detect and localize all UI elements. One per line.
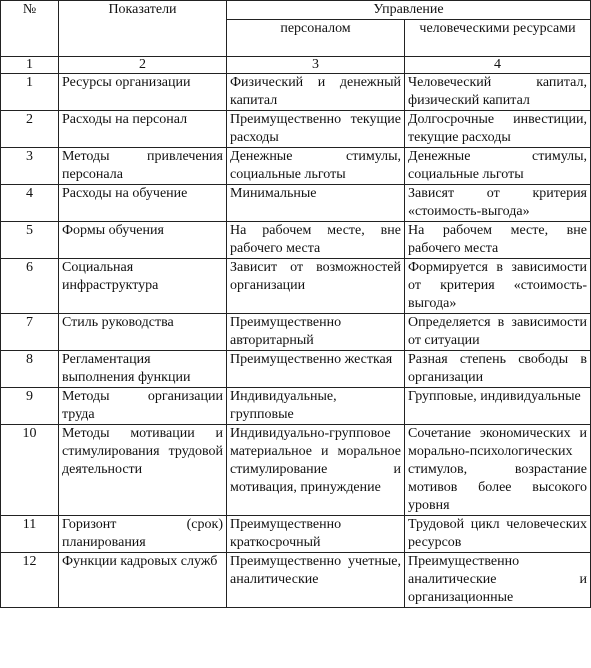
row-number-cell: 12 bbox=[1, 553, 59, 608]
table-row bbox=[1, 148, 591, 185]
column-number: 4 bbox=[405, 57, 591, 74]
table-row bbox=[1, 185, 591, 222]
column-number: 3 bbox=[227, 57, 405, 74]
personnel-management-cell: Физический и денежный капитал bbox=[227, 74, 405, 111]
table-row bbox=[1, 516, 591, 553]
table-row bbox=[1, 314, 591, 351]
column-number: 2 bbox=[59, 57, 227, 74]
row-number-cell: 8 bbox=[1, 351, 59, 388]
column-number-row bbox=[1, 57, 591, 74]
indicator-cell: Методы привлечения персонала bbox=[59, 148, 227, 185]
hr-management-cell: Зависят от критерия «стоимость-выгода» bbox=[405, 185, 591, 222]
column-number: 1 bbox=[1, 57, 59, 74]
indicator-cell: Регламентация выполнения функции bbox=[59, 351, 227, 388]
table-row bbox=[1, 259, 591, 314]
header-hr: человеческими ресурсами bbox=[405, 20, 591, 57]
indicator-cell: Методы организации труда bbox=[59, 388, 227, 425]
hr-management-cell: Разная степень свободы в организации bbox=[405, 351, 591, 388]
row-number-cell: 6 bbox=[1, 259, 59, 314]
table-row bbox=[1, 425, 591, 516]
hr-management-cell: Групповые, индивидуальные bbox=[405, 388, 591, 425]
row-number-cell: 10 bbox=[1, 425, 59, 516]
row-number-cell: 7 bbox=[1, 314, 59, 351]
hr-management-cell: Формируется в зависимости от критерия «стоимость-выгода» bbox=[405, 259, 591, 314]
personnel-management-cell: На рабочем месте, вне рабочего места bbox=[227, 222, 405, 259]
row-number-cell: 5 bbox=[1, 222, 59, 259]
row-number-cell: 4 bbox=[1, 185, 59, 222]
row-number-cell: 2 bbox=[1, 111, 59, 148]
indicator-cell: Социальная инфраструктура bbox=[59, 259, 227, 314]
personnel-management-cell: Преимущественно авторитарный bbox=[227, 314, 405, 351]
personnel-management-cell: Преимущественно краткосрочный bbox=[227, 516, 405, 553]
hr-management-cell: Сочетание экономических и морально-психологических стимулов, возрастание мотивов более высокого уровня bbox=[405, 425, 591, 516]
hr-management-cell: Трудовой цикл человеческих ресурсов bbox=[405, 516, 591, 553]
personnel-management-cell: Минимальные bbox=[227, 185, 405, 222]
header-row-top bbox=[1, 1, 591, 20]
indicator-cell: Формы обучения bbox=[59, 222, 227, 259]
hr-management-cell: Человеческий капитал, физический капитал bbox=[405, 74, 591, 111]
header-management: Управление bbox=[227, 1, 591, 20]
personnel-management-cell: Денежные стимулы, социальные льготы bbox=[227, 148, 405, 185]
personnel-management-cell: Индивидуальные, групповые bbox=[227, 388, 405, 425]
indicator-cell: Горизонт (срок) планирования bbox=[59, 516, 227, 553]
personnel-management-cell: Преимущественно текущие расходы bbox=[227, 111, 405, 148]
row-number-cell: 11 bbox=[1, 516, 59, 553]
indicator-cell: Ресурсы организации bbox=[59, 74, 227, 111]
hr-management-cell: Определяется в зависимости от ситуации bbox=[405, 314, 591, 351]
indicator-cell: Методы мотивации и стимулирования трудовой деятельности bbox=[59, 425, 227, 516]
table-row bbox=[1, 388, 591, 425]
indicator-cell: Функции кадровых служб bbox=[59, 553, 227, 608]
hr-management-cell: На рабочем месте, вне рабочего места bbox=[405, 222, 591, 259]
row-number-cell: 9 bbox=[1, 388, 59, 425]
row-number-cell: 3 bbox=[1, 148, 59, 185]
personnel-management-cell: Преимущественно учетные, аналитические bbox=[227, 553, 405, 608]
table-row bbox=[1, 74, 591, 111]
hr-management-cell: Долгосрочные инвестиции, текущие расходы bbox=[405, 111, 591, 148]
personnel-management-cell: Преимущественно жесткая bbox=[227, 351, 405, 388]
header-indicators: Показатели bbox=[59, 1, 227, 57]
header-num: № bbox=[1, 1, 59, 57]
personnel-management-cell: Индивидуально-групповое материальное и моральное стимулирование и мотивация, принуждение bbox=[227, 425, 405, 516]
table-row bbox=[1, 111, 591, 148]
row-number-cell: 1 bbox=[1, 74, 59, 111]
personnel-management-cell: Зависит от возможностей организации bbox=[227, 259, 405, 314]
table-row bbox=[1, 553, 591, 608]
header-personnel: персоналом bbox=[227, 20, 405, 57]
indicator-cell: Стиль руководства bbox=[59, 314, 227, 351]
hr-management-cell: Преимущественно аналитические и организационные bbox=[405, 553, 591, 608]
hr-management-cell: Денежные стимулы, социальные льготы bbox=[405, 148, 591, 185]
table-row bbox=[1, 222, 591, 259]
indicator-cell: Расходы на персонал bbox=[59, 111, 227, 148]
table-row bbox=[1, 351, 591, 388]
indicator-cell: Расходы на обучение bbox=[59, 185, 227, 222]
